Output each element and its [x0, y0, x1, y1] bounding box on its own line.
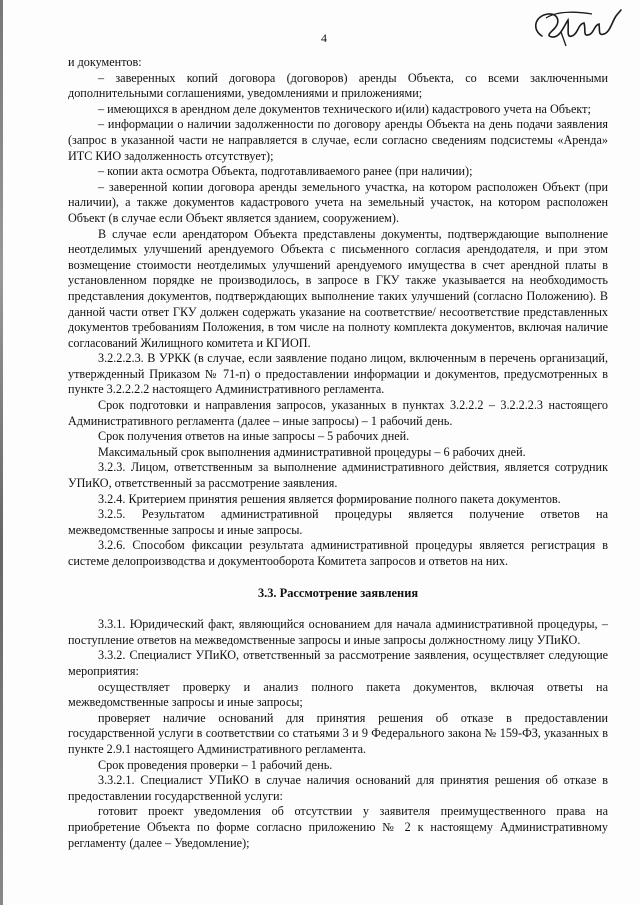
list-item: – копии акта осмотра Объекта, подготавливаемого ранее (при наличии);: [98, 164, 473, 179]
paragraph: 3.3.1. Юридический факт, являющийся основанием для начала административной процедуры, – поступление ответов на межведомственные запросы и иные запросы должностному лицу УПиКО.: [68, 617, 608, 647]
list-item: – имеющихся в арендном деле документов технического и(или) кадастрового учета на Объект;: [98, 101, 591, 116]
paragraph: 3.2.4. Критерием принятия решения является формирование полного пакета документов.: [98, 491, 561, 506]
paragraph: Срок подготовки и направления запросов, указанных в пунктах 3.2.2.2 – 3.2.2.2.3 настоящего Административного регламента (далее – иные запросы) – 1 рабочий день.: [68, 398, 608, 428]
paragraph: Максимальный срок выполнения административной процедуры – 6 рабочих дней.: [98, 444, 526, 459]
paragraph: 3.3.2.1. Специалист УПиКО в случае наличия оснований для принятия решения об отказе в предоставлении государственной услуги:: [68, 773, 608, 803]
section-heading: 3.3. Рассмотрение заявления: [257, 585, 419, 600]
list-item: – заверенных копий договора (договоров) аренды Объекта, со всеми заключенными дополнительными соглашениями, уведомлениями и приложениями;: [68, 70, 608, 101]
paragraph: В случае если арендатором Объекта представлены документы, подтверждающие выполнение неотделимых улучшений арендуемого Объекта с письменного согласия арендодателя, и при этом возмещение стоимости неотделимых улучшений арендуемого имущества в счет арендной платы в установленном порядке не производилось, в запросе в ГКУ также указывается на необходимость представления документов, подтверждающих выполнение таких улучшений (согласно Положению). В данной части ответ ГКУ должен содержать указание на соответствие/ несоответствие представленных документов требованиям Положения, в том числе на полноту комплекта документов, включая наличие согласований Жилищного комитета и КГИОП.: [68, 226, 608, 350]
paragraph: 3.2.5. Результатом административной процедуры является получение ответов на межведомственные запросы и иные запросы.: [68, 507, 608, 537]
paragraph: Срок получения ответов на иные запросы – 5 рабочих дней.: [98, 429, 410, 444]
handwritten-signature: [528, 6, 623, 48]
page-number: 4: [321, 31, 327, 45]
spacer: [68, 570, 608, 586]
paragraph: и документов:: [68, 55, 142, 69]
paragraph: 3.3.2. Специалист УПиКО, ответственный за рассмотрение заявления, осуществляет следующие мероприятия:: [68, 648, 608, 678]
document-body: [68, 55, 608, 851]
list-item: – заверенной копии договора аренды земельного участка, на котором расположен Объект (при наличии), а также документов кадастрового учета на земельный участок, на котором расположен Объект (в случае если Объект является зданием, сооружением).: [68, 179, 608, 225]
list-item: – информации о наличии задолженности по договору аренды Объекта на день подачи заявления (запрос в указанной части не направляется в случае, если согласно сведениям подсистемы «Аренда» ИТС КИО задолженность отсутствует);: [68, 117, 608, 163]
paragraph: 3.2.6. Способом фиксации результата административной процедуры является регистрация в системе делопроизводства и документооборота Комитета запросов и ответов на них.: [68, 538, 608, 568]
spacer: [68, 601, 608, 617]
paragraph: готовит проект уведомления об отсутствии у заявителя преимущественного права на приобретение Объекта по форме согласно приложению № 2 к настоящему Административному регламенту (далее – Уведомление);: [68, 804, 608, 850]
scan-edge: [0, 0, 3, 905]
paragraph: осуществляет проверку и анализ полного пакета документов, включая ответы на межведомственные запросы и иные запросы;: [68, 679, 608, 710]
paragraph: 3.2.3. Лицом, ответственным за выполнение административного действия, является сотрудник УПиКО, ответственный за рассмотрение заявления.: [68, 460, 608, 491]
paragraph: 3.2.2.2.3. В УРКК (в случае, если заявление подано лицом, включенным в перечень организаций, утвержденный Приказом № 71-п) о предоставлении информации и документов, предусмотренных в пункте 3.2.2.2.2 настоящего Административного регламента.: [68, 351, 608, 397]
paragraph: проверяет наличие оснований для принятия решения об отказе в предоставлении государственной услуги в соответствии со статьями 3 и 9 Федерального закона № 159-ФЗ, указанных в пункте 2.9.1 настоящего Административного регламента.: [68, 710, 608, 756]
paragraph: Срок проведения проверки – 1 рабочий день.: [98, 757, 333, 772]
